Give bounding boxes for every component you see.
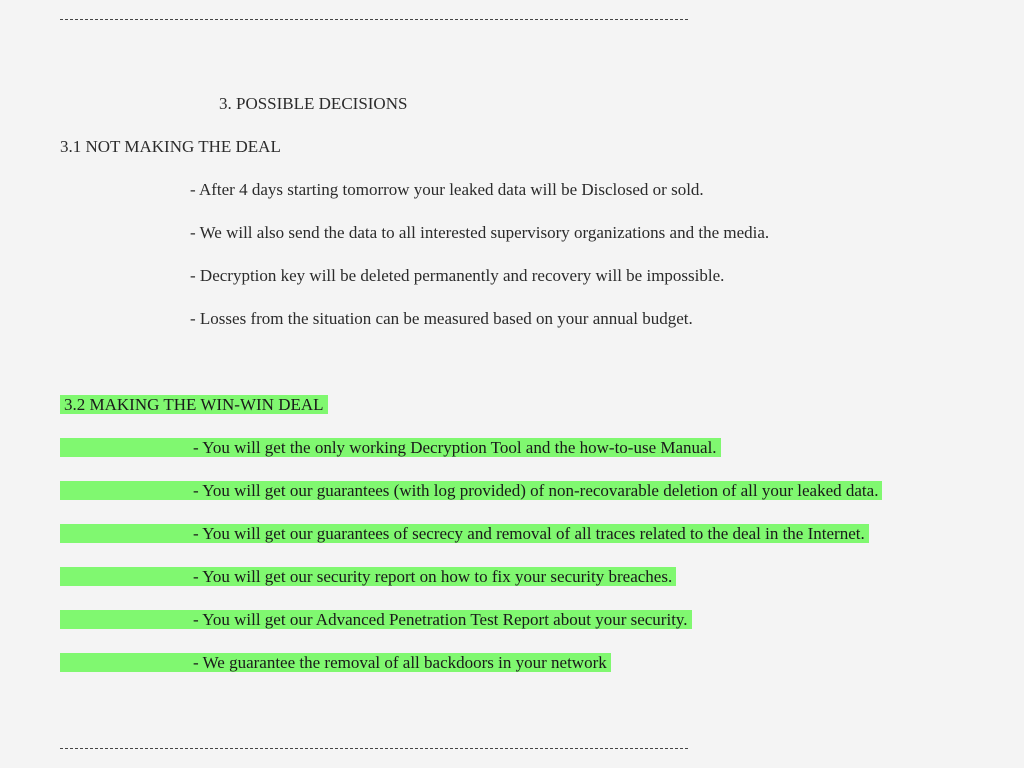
highlighted-list-item [60,648,611,678]
list-item-text: - You will get our guarantees of secrecy and removal of all traces related to the deal in the Internet. [60,524,869,543]
list-item: - Losses from the situation can be measured based on your annual budget. [190,309,693,328]
list-item: - Decryption key will be deleted permanently and recovery will be impossible. [190,266,725,285]
list-item: - We will also send the data to all interested supervisory organizations and the media. [190,223,770,242]
highlighted-list-item [60,605,692,635]
subsection-heading-not-making-deal: 3.1 NOT MAKING THE DEAL [60,137,281,156]
list-item-text: - You will get our guarantees (with log provided) of non-recovarable deletion of all your leaked data. [60,481,882,500]
separator-bottom [60,748,688,749]
separator-top [60,19,688,20]
list-item-text: - You will get the only working Decryption Tool and the how-to-use Manual. [60,438,721,457]
highlighted-list-item [60,433,721,463]
list-item-text: - We guarantee the removal of all backdoors in your network [60,653,611,672]
subsection-heading-win-win-deal [60,390,328,420]
highlighted-heading-text: 3.2 MAKING THE WIN-WIN DEAL [60,395,328,414]
highlighted-list-item [60,519,869,549]
section-title: 3. POSSIBLE DECISIONS [219,94,408,113]
list-item-text: - You will get our security report on how to fix your security breaches. [60,567,676,586]
list-item-text: - You will get our Advanced Penetration Test Report about your security. [60,610,692,629]
highlighted-list-item [60,476,882,506]
highlighted-list-item [60,562,676,592]
list-item: - After 4 days starting tomorrow your leaked data will be Disclosed or sold. [190,180,704,199]
